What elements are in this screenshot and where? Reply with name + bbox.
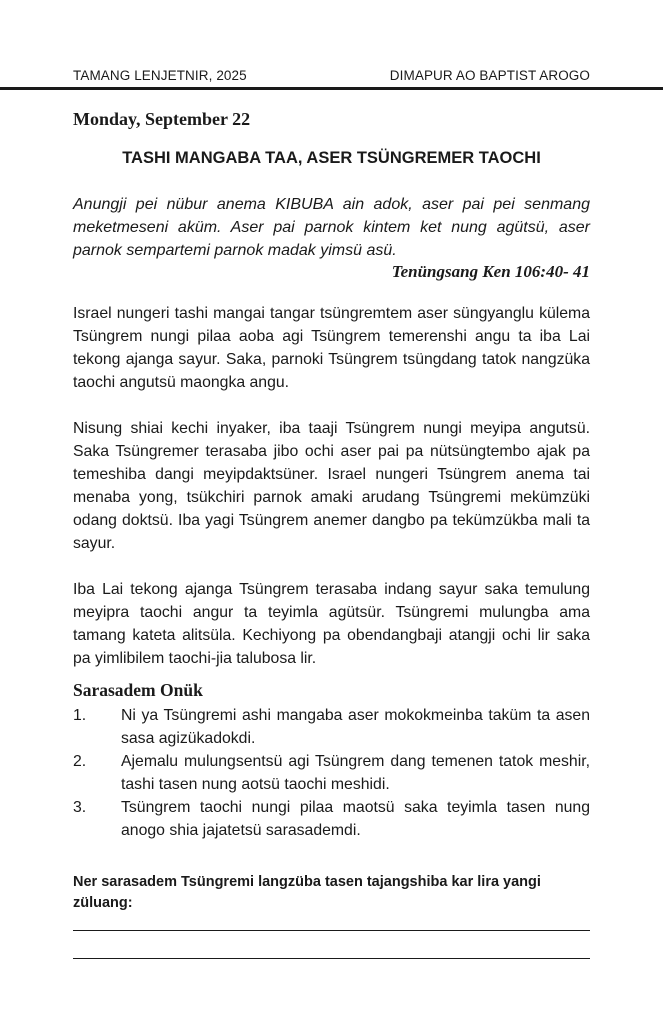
writing-line <box>73 930 590 931</box>
reflection-prompt: Ner sarasadem Tsüngremi langzüba tasen tajangshiba kar lira yangi züluang: <box>73 874 541 911</box>
devotion-date: Monday, September 22 <box>73 109 251 129</box>
header-organization: DIMAPUR AO BAPTIST AROGO <box>389 68 590 83</box>
devotion-title: TASHI MANGABA TAA, ASER TSÜNGREMER TAOCHI <box>122 149 541 167</box>
item-number: 2. <box>73 753 87 770</box>
writing-line <box>73 958 590 959</box>
discussion-list <box>73 704 590 842</box>
discussion-item <box>73 704 590 750</box>
header-divider <box>0 87 663 90</box>
discussion-item <box>73 796 590 842</box>
running-header <box>73 64 590 86</box>
body-paragraph-3: Iba Lai tekong ajanga Tsüngrem terasaba indang sayur saka temulung meyipra taochi angur ta teyimla agütsür. Tsüngremi mulungba ama tamang kateta alitsüla. Kechiyong pa obendangbaji atangji ochi lir saka pa yimlibilem taochi-jia talubosa lir. <box>73 581 590 667</box>
discussion-item <box>73 750 590 796</box>
item-text: Tsüngrem taochi nungi pilaa maotsü saka teyimla tasen nung anogo shia jajatetsü sarasademdi. <box>121 799 590 839</box>
scripture-reference: Tenüngsang Ken 106:40- 41 <box>391 262 590 281</box>
item-number: 1. <box>73 707 87 724</box>
item-text: Ajemalu mulungsentsü agi Tsüngrem dang temenen tatok meshir, tashi tasen nung aotsü taochi meshidi. <box>121 753 590 793</box>
discussion-heading: Sarasadem Onük <box>73 680 203 700</box>
header-publication: TAMANG LENJETNIR, 2025 <box>73 68 247 83</box>
body-paragraph-1: Israel nungeri tashi mangai tangar tsüngremtem aser süngyanglu külema Tsüngrem nungi pilaa aoba agi Tsüngrem temerenshi angu ta iba Lai tekong ajanga sayur. Saka, parnoki Tsüngrem tsüngdang tatok nangzüka taochi angutsü maongka angu. <box>73 305 590 391</box>
scripture-verse: Anungji pei nübur anema KIBUBA ain adok, aser pai pei senmang meketmeseni aküm. Aser pai parnok kintem ket nung agütsü, aser parnok sempartemi parnok madak yimsü asü. <box>73 196 590 259</box>
item-number: 3. <box>73 799 87 816</box>
body-paragraph-2: Nisung shiai kechi inyaker, iba taaji Tsüngrem nungi meyipa angutsü. Saka Tsüngremer terasaba jibo ochi aser pai pa nütsüngtembo ajak pa temeshiba dangi meyipdaktsüner. Israel nungeri Tsüngrem anema tai menaba yong, tsükchiri parnok amaki arudang Tsüngremi mekümzüki odang doktsü. Iba yagi Tsüngrem anemer dangbo pa tekümzükba mali ta sayur. <box>73 420 590 552</box>
item-text: Ni ya Tsüngremi ashi mangaba aser mokokmeinba taküm ta asen sasa agizükadokdi. <box>121 707 590 747</box>
